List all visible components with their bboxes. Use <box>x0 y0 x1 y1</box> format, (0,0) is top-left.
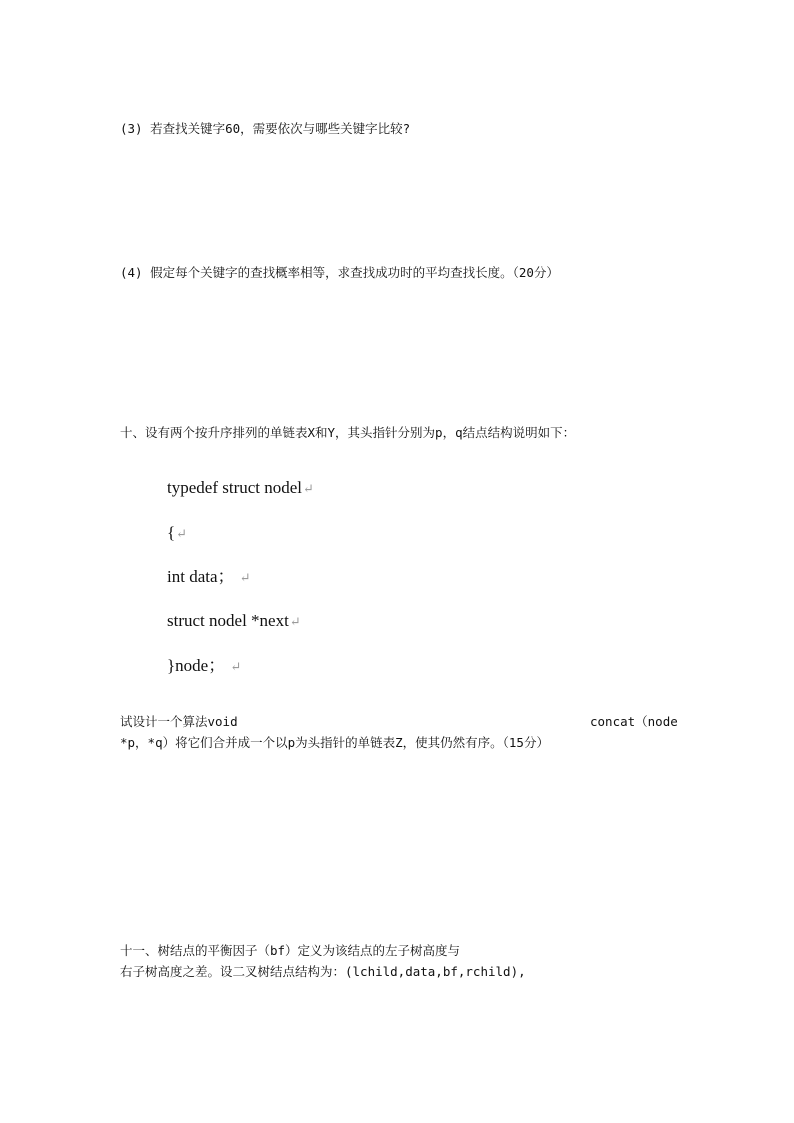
code-line-3 <box>167 567 251 588</box>
question-10-task-left: 试设计一个算法void <box>120 714 238 729</box>
code-text: { <box>167 523 176 542</box>
question-10-task-right: concat（node <box>590 714 678 729</box>
code-line-2 <box>167 523 187 544</box>
code-text: int data； <box>167 567 235 586</box>
paragraph-mark-icon: ↵ <box>239 570 251 585</box>
code-line-5 <box>167 656 241 677</box>
code-text: }node； <box>167 656 226 675</box>
code-text: struct nodel *next <box>167 611 289 630</box>
code-text: typedef struct nodel <box>167 478 303 497</box>
code-line-1 <box>167 478 314 499</box>
question-3-text: (3) 若查找关键字60，需要依次与哪些关键字比较? <box>120 121 411 136</box>
paragraph-mark-icon: ↵ <box>289 614 301 629</box>
question-11-line1: 十一、树结点的平衡因子（bf）定义为该结点的左子树高度与 <box>120 943 461 958</box>
question-10-task-line2: *p，*q）将它们合并成一个以p为头指针的单链表Z，使其仍然有序。（15分） <box>120 735 549 750</box>
paragraph-mark-icon: ↵ <box>230 659 242 674</box>
paragraph-mark-icon: ↵ <box>303 481 314 496</box>
code-line-4 <box>167 611 301 632</box>
paragraph-mark-icon: ↵ <box>176 526 188 541</box>
question-10-intro: 十、设有两个按升序排列的单链表X和Y，其头指针分别为p，q结点结构说明如下： <box>120 425 576 440</box>
question-11-line2: 右子树高度之差。设二叉树结点结构为：(lchild,data,bf,rchild), <box>120 964 526 979</box>
question-4-text: (4) 假定每个关键字的查找概率相等，求查找成功时的平均查找长度。（20分） <box>120 265 559 280</box>
